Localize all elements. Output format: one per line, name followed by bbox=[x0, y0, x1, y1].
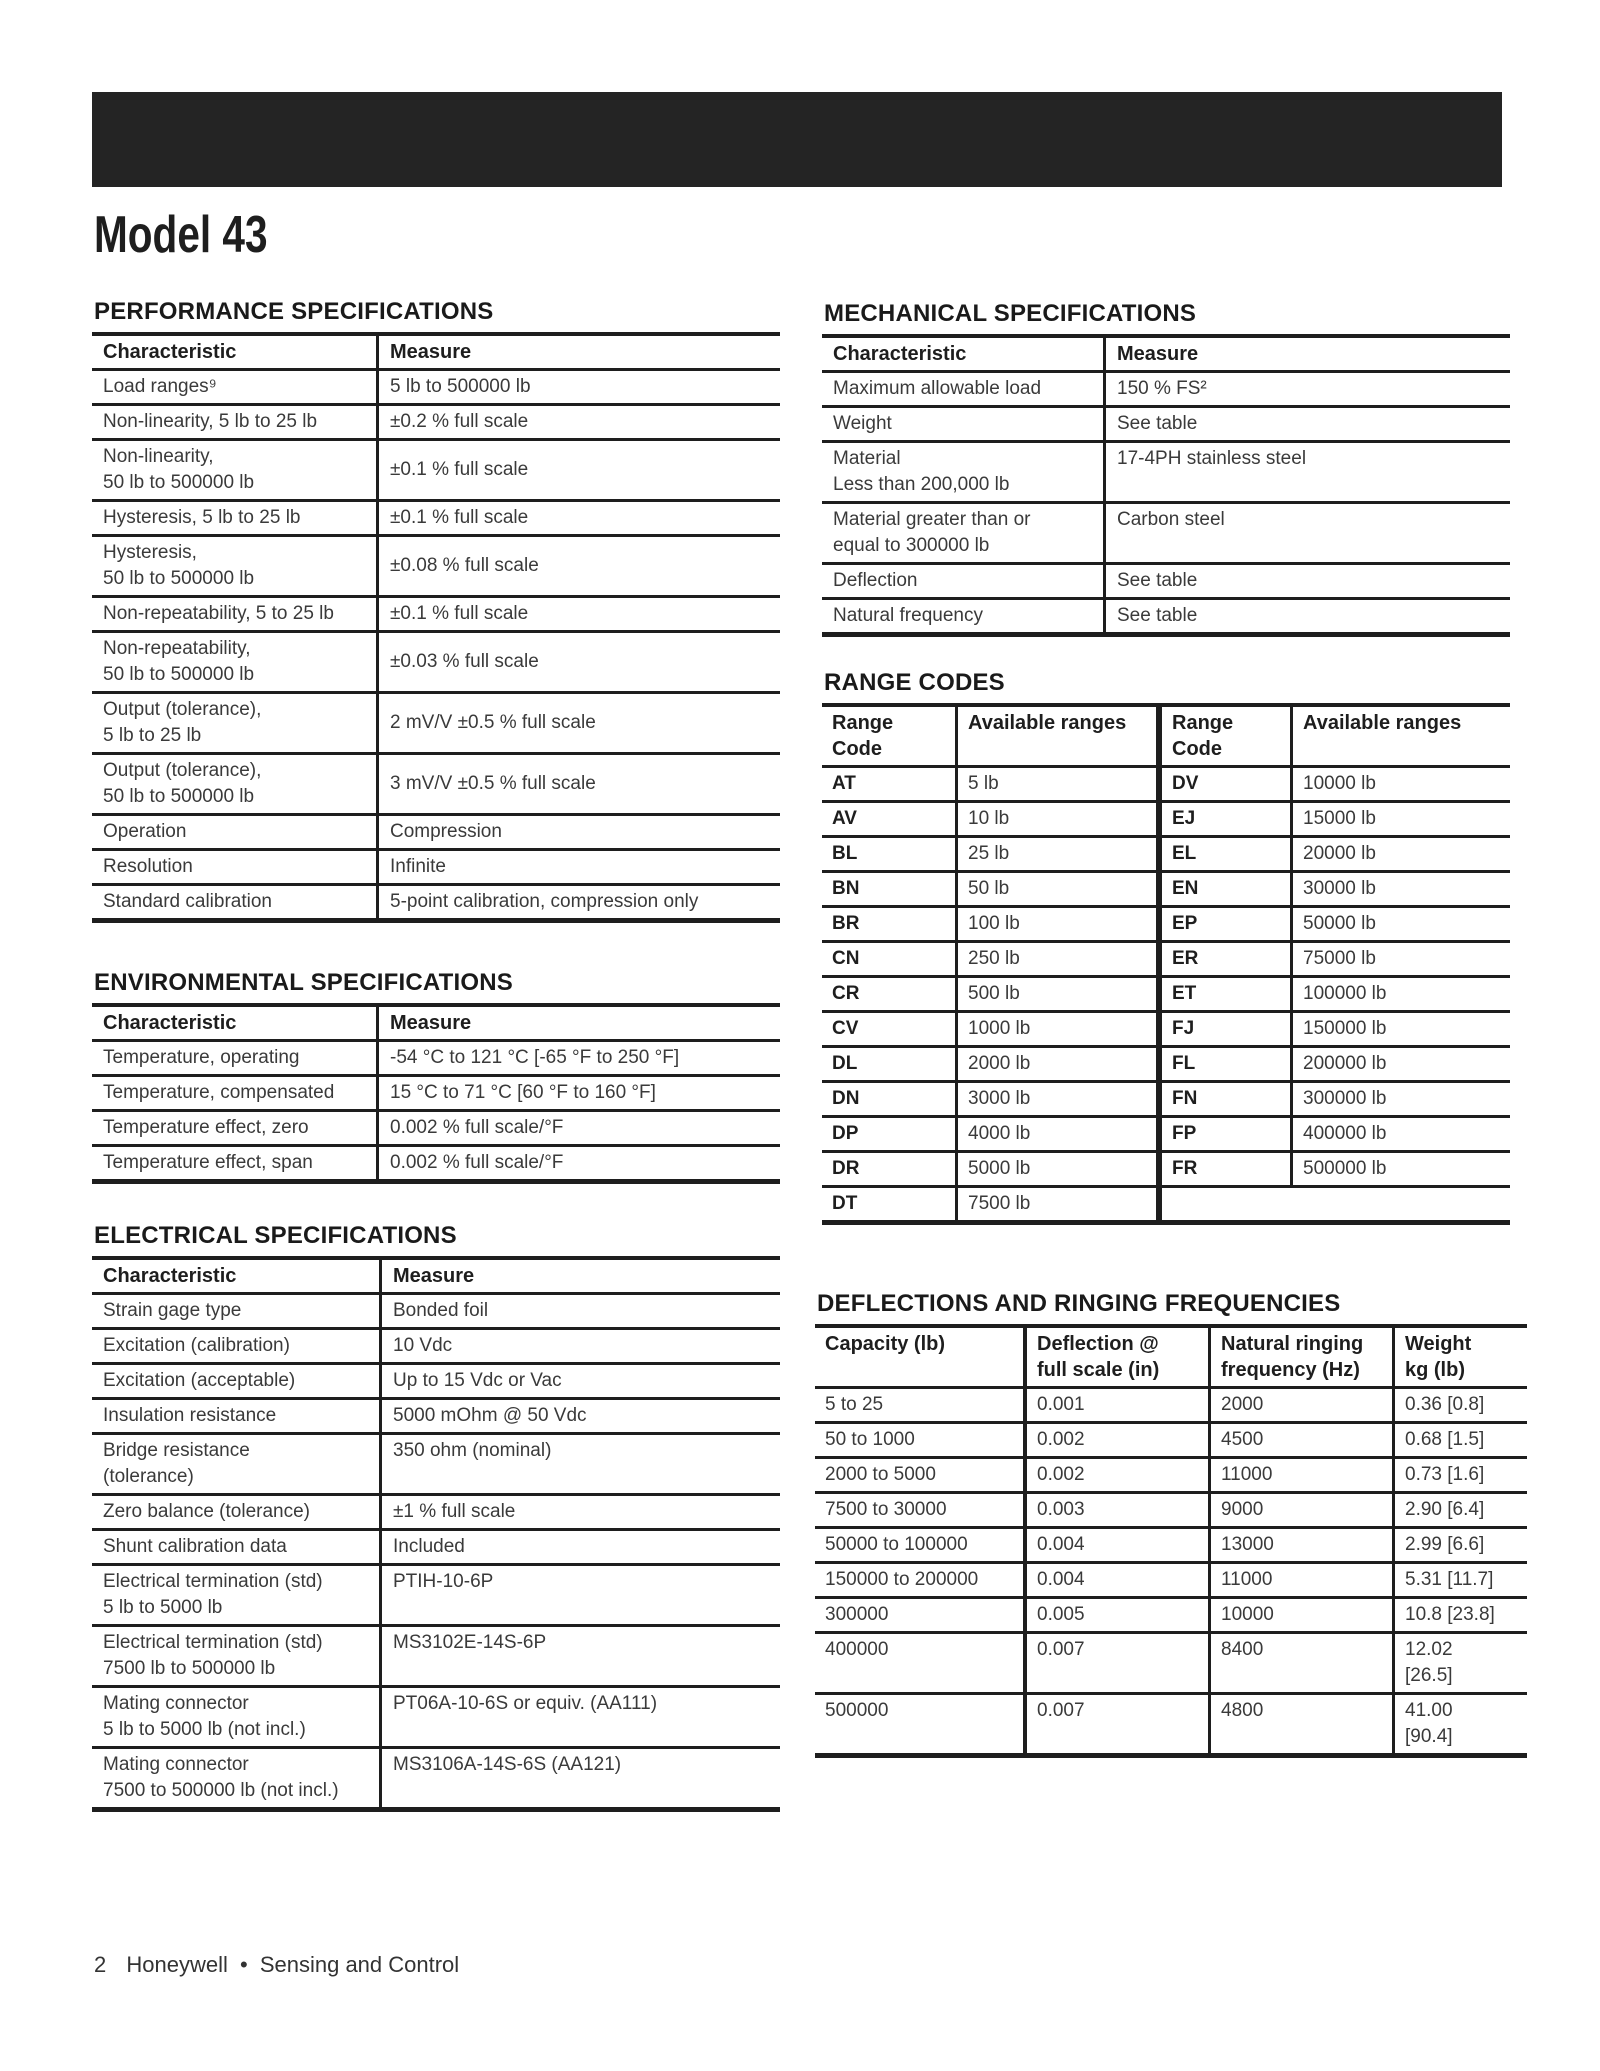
performance-table bbox=[92, 332, 780, 923]
characteristic-cell: Strain gage type bbox=[92, 1294, 381, 1329]
table-row bbox=[92, 405, 780, 440]
measure-cell: PT06A-10-6S or equiv. (AA111) bbox=[381, 1687, 781, 1748]
capacity-cell: 2000 to 5000 bbox=[815, 1458, 1025, 1493]
deflections-section bbox=[815, 1290, 1527, 1758]
range-codes-title: RANGE CODES bbox=[824, 669, 1005, 696]
page-title: Model 43 bbox=[94, 206, 268, 264]
col-header-characteristic: Characteristic bbox=[92, 1005, 378, 1041]
range-code-cell: DL bbox=[822, 1047, 957, 1082]
table-row bbox=[92, 815, 780, 850]
bullet-separator-icon: • bbox=[240, 1952, 248, 1977]
table-row bbox=[822, 837, 1510, 872]
weight-cell: 0.36 [0.8] bbox=[1394, 1388, 1528, 1423]
weight-cell: 41.00 [90.4] bbox=[1405, 1700, 1453, 1747]
table-row bbox=[822, 1152, 1510, 1187]
characteristic-cell: Shunt calibration data bbox=[92, 1530, 381, 1565]
table-row bbox=[92, 370, 780, 405]
available-range-cell: 5000 lb bbox=[957, 1152, 1160, 1187]
range-code-cell: FJ bbox=[1159, 1012, 1292, 1047]
weight-cell: 0.68 [1.5] bbox=[1394, 1423, 1528, 1458]
electrical-table bbox=[92, 1256, 780, 1812]
capacity-cell: 400000 bbox=[815, 1633, 1025, 1694]
col-header-characteristic: Characteristic bbox=[822, 336, 1105, 372]
mechanical-section bbox=[822, 300, 1510, 637]
performance-rows bbox=[92, 370, 780, 921]
available-range-cell: 500000 lb bbox=[1292, 1152, 1511, 1187]
weight-cell: 12.02 [26.5] bbox=[1394, 1633, 1528, 1694]
measure-cell: Infinite bbox=[378, 850, 781, 885]
available-range-cell: 75000 lb bbox=[1292, 942, 1511, 977]
measure-cell: 10 Vdc bbox=[381, 1329, 781, 1364]
electrical-section bbox=[92, 1222, 780, 1812]
range-code-cell: EL bbox=[1159, 837, 1292, 872]
characteristic-cell: Material Less than 200,000 lb bbox=[822, 442, 1105, 503]
table-row bbox=[822, 1082, 1510, 1117]
characteristic-cell: Non-repeatability, 50 lb to 500000 lb bbox=[92, 632, 378, 693]
measure-cell: See table bbox=[1105, 564, 1511, 599]
range-code-cell: DT bbox=[822, 1187, 957, 1223]
table-row bbox=[815, 1694, 1527, 1756]
available-range-cell: 30000 lb bbox=[1292, 872, 1511, 907]
col-header-range-code: Range Code bbox=[822, 705, 957, 767]
measure-cell: 17-4PH stainless steel bbox=[1105, 442, 1511, 503]
range-code-cell: BR bbox=[822, 907, 957, 942]
range-code-cell: DN bbox=[822, 1082, 957, 1117]
characteristic-cell: Excitation (calibration) bbox=[92, 1329, 381, 1364]
available-range-cell: 250 lb bbox=[957, 942, 1160, 977]
measure-cell: ±0.03 % full scale bbox=[378, 632, 781, 693]
table-row bbox=[92, 1399, 780, 1434]
col-header-frequency: Natural ringing frequency (Hz) bbox=[1210, 1326, 1394, 1388]
measure-cell: ±0.1 % full scale bbox=[378, 501, 781, 536]
range-codes-rows bbox=[822, 767, 1510, 1223]
table-row bbox=[815, 1528, 1527, 1563]
measure-cell: 0.002 % full scale/°F bbox=[378, 1111, 781, 1146]
characteristic-cell: Excitation (acceptable) bbox=[92, 1364, 381, 1399]
measure-cell: ±0.1 % full scale bbox=[378, 440, 781, 501]
characteristic-cell: Standard calibration bbox=[92, 885, 378, 921]
environmental-section bbox=[92, 969, 780, 1184]
table-row bbox=[822, 907, 1510, 942]
table-row bbox=[822, 372, 1510, 407]
available-range-cell: 1000 lb bbox=[957, 1012, 1160, 1047]
measure-cell: 5 lb to 500000 lb bbox=[378, 370, 781, 405]
table-row bbox=[92, 1329, 780, 1364]
table-row bbox=[822, 599, 1510, 635]
table-row bbox=[822, 1012, 1510, 1047]
characteristic-cell: Non-linearity, 50 lb to 500000 lb bbox=[92, 440, 378, 501]
measure-cell: 5-point calibration, compression only bbox=[390, 891, 699, 912]
characteristic-cell: Mating connector 7500 to 500000 lb (not incl.) bbox=[92, 1748, 381, 1810]
frequency-cell: 9000 bbox=[1210, 1493, 1394, 1528]
measure-cell: Included bbox=[381, 1530, 781, 1565]
table-row bbox=[92, 1076, 780, 1111]
measure-cell: See table bbox=[1117, 605, 1198, 626]
col-header-available-ranges: Available ranges bbox=[1292, 705, 1511, 767]
measure-cell: 3 mV/V ±0.5 % full scale bbox=[378, 754, 781, 815]
characteristic-cell: Insulation resistance bbox=[92, 1399, 381, 1434]
col-header-measure: Measure bbox=[378, 1005, 781, 1041]
characteristic-cell: Non-repeatability, 5 to 25 lb bbox=[92, 597, 378, 632]
range-code-cell: CV bbox=[822, 1012, 957, 1047]
empty-cell bbox=[1159, 1187, 1510, 1223]
frequency-cell: 4500 bbox=[1210, 1423, 1394, 1458]
available-range-cell: 2000 lb bbox=[957, 1047, 1160, 1082]
available-range-cell: 500 lb bbox=[957, 977, 1160, 1012]
measure-cell: Compression bbox=[378, 815, 781, 850]
range-code-cell: EJ bbox=[1159, 802, 1292, 837]
table-row bbox=[92, 850, 780, 885]
range-code-cell: DP bbox=[822, 1117, 957, 1152]
table-row bbox=[815, 1388, 1527, 1423]
range-codes-table bbox=[822, 703, 1510, 1225]
col-header-available-ranges: Available ranges bbox=[957, 705, 1160, 767]
footer-division: Sensing and Control bbox=[259, 1952, 460, 1977]
col-header-weight: Weight kg (lb) bbox=[1394, 1326, 1528, 1388]
deflections-table bbox=[815, 1324, 1527, 1758]
col-header-measure: Measure bbox=[381, 1258, 781, 1294]
range-code-cell: CR bbox=[822, 977, 957, 1012]
measure-cell: 0.002 % full scale/°F bbox=[390, 1152, 564, 1173]
table-row bbox=[92, 1111, 780, 1146]
table-row bbox=[92, 1146, 780, 1182]
range-codes-section bbox=[822, 669, 1510, 1225]
range-code-cell: EP bbox=[1159, 907, 1292, 942]
characteristic-cell: Hysteresis, 5 lb to 25 lb bbox=[92, 501, 378, 536]
col-header-characteristic: Characteristic bbox=[92, 1258, 381, 1294]
performance-title: PERFORMANCE SPECIFICATIONS bbox=[94, 298, 494, 325]
page-number: 2 bbox=[94, 1952, 107, 1977]
measure-cell: MS3106A-14S-6S (AA121) bbox=[393, 1754, 622, 1775]
characteristic-cell: Temperature effect, span bbox=[92, 1146, 378, 1182]
table-row bbox=[815, 1563, 1527, 1598]
characteristic-cell: Deflection bbox=[822, 564, 1105, 599]
header-banner bbox=[92, 92, 1502, 187]
col-header-measure: Measure bbox=[378, 334, 781, 370]
available-range-cell: 5 lb bbox=[957, 767, 1160, 802]
range-code-cell: CN bbox=[822, 942, 957, 977]
characteristic-cell: Maximum allowable load bbox=[822, 372, 1105, 407]
col-header-range-code: Range Code bbox=[1159, 705, 1292, 767]
table-row bbox=[92, 501, 780, 536]
table-row bbox=[92, 536, 780, 597]
table-row bbox=[92, 597, 780, 632]
available-range-cell: 200000 lb bbox=[1292, 1047, 1511, 1082]
characteristic-cell: Output (tolerance), 5 lb to 25 lb bbox=[92, 693, 378, 754]
frequency-cell: 8400 bbox=[1210, 1633, 1394, 1694]
range-code-cell: ER bbox=[1159, 942, 1292, 977]
table-row bbox=[92, 885, 780, 921]
table-row bbox=[822, 1047, 1510, 1082]
measure-cell: ±0.08 % full scale bbox=[378, 536, 781, 597]
available-range-cell: 50 lb bbox=[957, 872, 1160, 907]
range-code-cell: AV bbox=[822, 802, 957, 837]
table-row bbox=[815, 1633, 1527, 1694]
table-row bbox=[822, 503, 1510, 564]
measure-cell: 150 % FS² bbox=[1105, 372, 1511, 407]
range-code-cell: EN bbox=[1159, 872, 1292, 907]
frequency-cell: 4800 bbox=[1210, 1694, 1394, 1756]
weight-cell: 5.31 [11.7] bbox=[1394, 1563, 1528, 1598]
table-row bbox=[92, 693, 780, 754]
characteristic-cell: Non-linearity, 5 lb to 25 lb bbox=[92, 405, 378, 440]
deflection-cell: 0.001 bbox=[1025, 1388, 1210, 1423]
deflection-cell: 0.005 bbox=[1025, 1598, 1210, 1633]
available-range-cell: 3000 lb bbox=[957, 1082, 1160, 1117]
characteristic-cell: Temperature, compensated bbox=[92, 1076, 378, 1111]
environmental-table bbox=[92, 1003, 780, 1184]
col-header-deflection: Deflection @ full scale (in) bbox=[1025, 1326, 1210, 1388]
weight-cell: 10.8 [23.8] bbox=[1394, 1598, 1528, 1633]
characteristic-cell: Temperature, operating bbox=[92, 1041, 378, 1076]
characteristic-cell: Operation bbox=[92, 815, 378, 850]
characteristic-cell: Natural frequency bbox=[822, 599, 1105, 635]
capacity-cell: 7500 to 30000 bbox=[815, 1493, 1025, 1528]
deflections-rows bbox=[815, 1388, 1527, 1756]
available-range-cell: 100000 lb bbox=[1292, 977, 1511, 1012]
available-range-cell: 25 lb bbox=[957, 837, 1160, 872]
page-footer bbox=[94, 1952, 459, 1978]
table-row bbox=[92, 1364, 780, 1399]
table-row bbox=[815, 1598, 1527, 1633]
deflection-cell: 0.004 bbox=[1025, 1528, 1210, 1563]
capacity-cell: 5 to 25 bbox=[815, 1388, 1025, 1423]
frequency-cell: 2000 bbox=[1210, 1388, 1394, 1423]
measure-cell: Up to 15 Vdc or Vac bbox=[381, 1364, 781, 1399]
measure-cell: 5000 mOhm @ 50 Vdc bbox=[381, 1399, 781, 1434]
available-range-cell: 100 lb bbox=[957, 907, 1160, 942]
table-row bbox=[815, 1423, 1527, 1458]
col-header-characteristic: Characteristic bbox=[92, 334, 378, 370]
characteristic-cell: Resolution bbox=[92, 850, 378, 885]
deflection-cell: 0.007 bbox=[1025, 1633, 1210, 1694]
measure-cell: PTIH-10-6P bbox=[381, 1565, 781, 1626]
characteristic-cell: Temperature effect, zero bbox=[92, 1111, 378, 1146]
frequency-cell: 11000 bbox=[1210, 1458, 1394, 1493]
range-code-cell: FP bbox=[1159, 1117, 1292, 1152]
environmental-rows bbox=[92, 1041, 780, 1182]
deflection-cell: 0.007 bbox=[1025, 1694, 1210, 1756]
col-header-capacity: Capacity (lb) bbox=[815, 1326, 1025, 1388]
frequency-cell: 11000 bbox=[1210, 1563, 1394, 1598]
available-range-cell: 10 lb bbox=[957, 802, 1160, 837]
range-code-cell: DV bbox=[1159, 767, 1292, 802]
capacity-cell: 300000 bbox=[815, 1598, 1025, 1633]
table-row bbox=[822, 442, 1510, 503]
capacity-cell: 50 to 1000 bbox=[815, 1423, 1025, 1458]
table-row bbox=[92, 1294, 780, 1329]
available-range-cell: 7500 lb bbox=[957, 1187, 1160, 1223]
available-range-cell: 10000 lb bbox=[1292, 767, 1511, 802]
table-row bbox=[92, 1495, 780, 1530]
electrical-title: ELECTRICAL SPECIFICATIONS bbox=[94, 1222, 457, 1249]
deflection-cell: 0.002 bbox=[1025, 1423, 1210, 1458]
measure-cell: 2 mV/V ±0.5 % full scale bbox=[378, 693, 781, 754]
table-row bbox=[815, 1458, 1527, 1493]
table-row bbox=[92, 1434, 780, 1495]
table-row bbox=[92, 1041, 780, 1076]
characteristic-cell: Output (tolerance), 50 lb to 500000 lb bbox=[92, 754, 378, 815]
mechanical-rows bbox=[822, 372, 1510, 635]
performance-section bbox=[92, 298, 780, 923]
deflections-title: DEFLECTIONS AND RINGING FREQUENCIES bbox=[817, 1290, 1341, 1317]
table-row bbox=[92, 1565, 780, 1626]
characteristic-cell: Material greater than or equal to 300000 lb bbox=[822, 503, 1105, 564]
table-row bbox=[92, 440, 780, 501]
table-row bbox=[92, 632, 780, 693]
table-row bbox=[822, 407, 1510, 442]
deflection-cell: 0.004 bbox=[1025, 1563, 1210, 1598]
measure-cell: ±0.1 % full scale bbox=[378, 597, 781, 632]
characteristic-cell: Load ranges⁹ bbox=[92, 370, 378, 405]
range-code-cell: AT bbox=[822, 767, 957, 802]
available-range-cell: 400000 lb bbox=[1292, 1117, 1511, 1152]
range-code-cell: ET bbox=[1159, 977, 1292, 1012]
table-row bbox=[822, 1187, 1510, 1223]
mechanical-table bbox=[822, 334, 1510, 637]
available-range-cell: 150000 lb bbox=[1292, 1012, 1511, 1047]
frequency-cell: 10000 bbox=[1210, 1598, 1394, 1633]
available-range-cell: 20000 lb bbox=[1292, 837, 1511, 872]
table-row bbox=[92, 1626, 780, 1687]
range-code-cell: BN bbox=[822, 872, 957, 907]
capacity-cell: 150000 to 200000 bbox=[815, 1563, 1025, 1598]
table-row bbox=[822, 564, 1510, 599]
capacity-cell: 50000 to 100000 bbox=[815, 1528, 1025, 1563]
characteristic-cell: Zero balance (tolerance) bbox=[92, 1495, 381, 1530]
table-row bbox=[92, 1530, 780, 1565]
table-row bbox=[815, 1493, 1527, 1528]
deflection-cell: 0.002 bbox=[1025, 1458, 1210, 1493]
range-code-cell: FN bbox=[1159, 1082, 1292, 1117]
characteristic-cell: Hysteresis, 50 lb to 500000 lb bbox=[92, 536, 378, 597]
deflection-cell: 0.003 bbox=[1025, 1493, 1210, 1528]
table-row bbox=[92, 754, 780, 815]
measure-cell: Carbon steel bbox=[1105, 503, 1511, 564]
table-row bbox=[822, 872, 1510, 907]
frequency-cell: 13000 bbox=[1210, 1528, 1394, 1563]
mechanical-title: MECHANICAL SPECIFICATIONS bbox=[824, 300, 1197, 327]
footer-brand: Honeywell bbox=[126, 1952, 228, 1977]
weight-cell: 2.99 [6.6] bbox=[1394, 1528, 1528, 1563]
electrical-rows bbox=[92, 1294, 780, 1810]
available-range-cell: 50000 lb bbox=[1292, 907, 1511, 942]
measure-cell: -54 °C to 121 °C [-65 °F to 250 °F] bbox=[378, 1041, 781, 1076]
range-code-cell: FR bbox=[1159, 1152, 1292, 1187]
characteristic-cell: Bridge resistance (tolerance) bbox=[92, 1434, 381, 1495]
capacity-cell: 500000 bbox=[815, 1694, 1025, 1756]
environmental-title: ENVIRONMENTAL SPECIFICATIONS bbox=[94, 969, 513, 996]
table-row bbox=[822, 802, 1510, 837]
table-row bbox=[822, 977, 1510, 1012]
col-header-measure: Measure bbox=[1105, 336, 1511, 372]
characteristic-cell: Weight bbox=[822, 407, 1105, 442]
table-row bbox=[92, 1687, 780, 1748]
available-range-cell: 300000 lb bbox=[1292, 1082, 1511, 1117]
measure-cell: Bonded foil bbox=[381, 1294, 781, 1329]
available-range-cell: 15000 lb bbox=[1292, 802, 1511, 837]
table-row bbox=[822, 942, 1510, 977]
characteristic-cell: Electrical termination (std) 7500 lb to 500000 lb bbox=[92, 1626, 381, 1687]
measure-cell: 350 ohm (nominal) bbox=[381, 1434, 781, 1495]
range-code-cell: FL bbox=[1159, 1047, 1292, 1082]
measure-cell: ±1 % full scale bbox=[381, 1495, 781, 1530]
range-code-cell: BL bbox=[822, 837, 957, 872]
available-range-cell: 4000 lb bbox=[957, 1117, 1160, 1152]
characteristic-cell: Mating connector 5 lb to 5000 lb (not incl.) bbox=[92, 1687, 381, 1748]
weight-cell: 2.90 [6.4] bbox=[1394, 1493, 1528, 1528]
measure-cell: MS3102E-14S-6P bbox=[381, 1626, 781, 1687]
table-row bbox=[92, 1748, 780, 1810]
characteristic-cell: Electrical termination (std) 5 lb to 5000 lb bbox=[92, 1565, 381, 1626]
measure-cell: See table bbox=[1105, 407, 1511, 442]
table-row bbox=[822, 1117, 1510, 1152]
table-row bbox=[822, 767, 1510, 802]
measure-cell: ±0.2 % full scale bbox=[378, 405, 781, 440]
weight-cell: 0.73 [1.6] bbox=[1394, 1458, 1528, 1493]
measure-cell: 15 °C to 71 °C [60 °F to 160 °F] bbox=[378, 1076, 781, 1111]
range-code-cell: DR bbox=[822, 1152, 957, 1187]
